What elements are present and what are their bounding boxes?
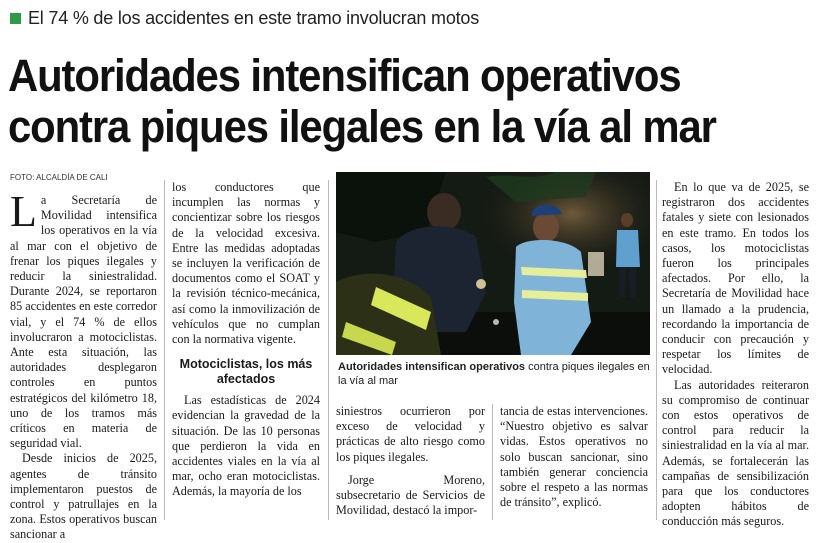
- news-photo: [336, 172, 650, 355]
- column-2: [172, 180, 320, 500]
- caption-text: contra piques ilegales en la vía al mar: [338, 361, 650, 387]
- headline-line-2: contra piques ilegales en la vía al mar: [8, 101, 716, 152]
- paragraph-text: a Secretaría de Movilidad intensifica los operativos en la vía al mar con el objetivo de frenar los piques ilegales y reducir la siniestralidad. Durante 2024, se reportaron 85 accidentes en este corredor vial, y el 74 % de ellos involucraron a motociclistas. Ante esta situación, las autoridades desplegaron controles en puntos estratégicos del kilómetro 18, uno de los tramos más críticos en materia de seguridad vial.: [10, 193, 157, 451]
- column-1: [10, 187, 157, 543]
- column-divider: [492, 404, 493, 520]
- paragraph: Jorge Moreno, subsecretario de Servicios de Movilidad, destacó la impor-: [336, 472, 485, 518]
- subheading: Motociclistas, los más afectados: [179, 357, 313, 387]
- column-4: [500, 404, 648, 510]
- headline: [8, 50, 757, 152]
- headline-line-1: Autoridades intensifican operativos: [8, 50, 681, 101]
- caption-bold: Autoridades intensifican operativos: [338, 361, 526, 373]
- paragraph: los conductores que incumplen las normas y concientizar sobre los riesgos de la velocidad excesiva. Entre las medidas adoptadas se incluyen la verificación de documentos como el SOAT y la revisión técnico-mecánica, así como la inmovilización de vehículos que no cumplan con la normativa vigente.: [172, 180, 320, 347]
- kicker-square-icon: [10, 13, 21, 24]
- column-5: [662, 180, 809, 530]
- traffic-police-checkpoint-photo: [336, 172, 650, 355]
- column-divider: [656, 180, 657, 520]
- photo-caption: [338, 361, 650, 388]
- paragraph: tancia de estas intervenciones. “Nuestro objetivo es salvar vidas. Estos operativos no solo buscan sancionar, sino también generar conciencia sobre el respeto a las normas de tránsito”, explicó.: [500, 404, 648, 510]
- paragraph: Desde inicios de 2025, agentes de tránsito implementaron puestos de control y patrullajes en la zona. Estos operativos buscan sancionar a: [10, 451, 157, 542]
- column-divider: [328, 180, 329, 520]
- paragraph: [10, 187, 157, 451]
- paragraph: siniestros ocurrieron por exceso de velocidad y prácticas de alto riesgo como los piques ilegales.: [336, 404, 485, 464]
- paragraph: En lo que va de 2025, se registraron dos accidentes fatales y siete con lesionados en este tramo. En todos los casos, los motociclistas fueron los principales afectados. Por ello, la Secretaría de Movilidad hace un llamado a la prudencia, recordando la importancia de conducir con precaución y respetar los límites de velocidad.: [662, 180, 809, 377]
- kicker: [10, 8, 479, 28]
- photo-credit: FOTO: ALCALDÍA DE CALI: [10, 173, 108, 182]
- drop-cap: L: [10, 187, 37, 236]
- paragraph: Las autoridades reiteraron su compromiso de continuar con estos operativos de control para reducir la siniestralidad en la vía al mar. Además, se fortalecerán las campañas de sensibilización para que los conductores adopten hábitos de conducción más seguros.: [662, 377, 809, 529]
- paragraph: Las estadísticas de 2024 evidencian la gravedad de la situación. De las 10 personas que perdieron la vida en accidentes viales en la vía al mar, ocho eran motociclistas. Además, la mayoría de los: [172, 393, 320, 499]
- column-divider: [164, 180, 165, 520]
- kicker-text: El 74 % de los accidentes en este tramo involucran motos: [28, 7, 480, 28]
- column-3: [336, 404, 485, 518]
